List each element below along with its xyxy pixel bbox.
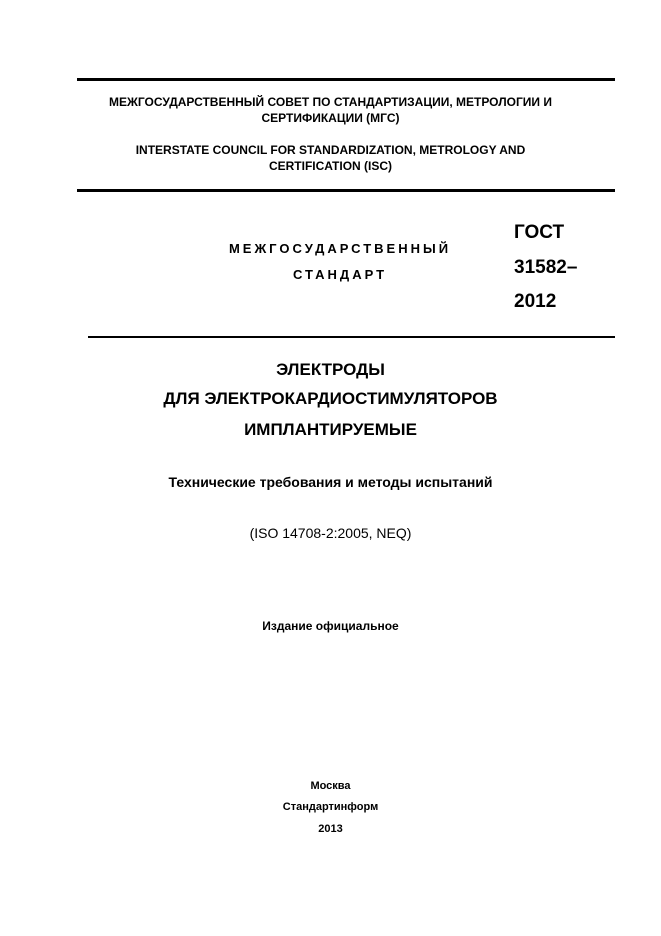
standard-type-line1: МЕЖГОСУДАРСТВЕННЫЙ	[228, 241, 452, 256]
title-line3: ИМПЛАНТИРУЕМЫЕ	[244, 420, 417, 439]
gost-label: ГОСТ	[514, 222, 565, 243]
imprint-year: 2013	[318, 823, 343, 835]
iso-reference: (ISO 14708-2:2005, NEQ)	[249, 525, 412, 541]
title-line1: ЭЛЕКТРОДЫ	[276, 360, 385, 379]
gost-number: 31582–	[514, 257, 578, 278]
council-ru-line1: МЕЖГОСУДАРСТВЕННЫЙ СОВЕТ ПО СТАНДАРТИЗАЦИИ, МЕТРОЛОГИИ И	[109, 95, 552, 109]
imprint-publisher: Стандартинформ	[282, 801, 379, 813]
edition-label: Издание официальное	[262, 619, 399, 633]
subtitle: Технические требования и методы испытаний	[168, 474, 493, 490]
council-ru-line2: СЕРТИФИКАЦИИ (МГС)	[261, 111, 400, 125]
header-rule	[88, 336, 615, 338]
top-rule	[77, 78, 615, 81]
imprint-city: Москва	[310, 780, 351, 792]
council-en-line1: INTERSTATE COUNCIL FOR STANDARDIZATION, METROLOGY AND	[135, 143, 526, 157]
council-rule	[77, 189, 615, 192]
council-en-line2: CERTIFICATION (ISC)	[268, 159, 393, 173]
standard-type-line2: СТАНДАРТ	[292, 267, 388, 282]
gost-year: 2012	[514, 291, 557, 312]
title-line2: ДЛЯ ЭЛЕКТРОКАРДИОСТИМУЛЯТОРОВ	[163, 389, 498, 408]
